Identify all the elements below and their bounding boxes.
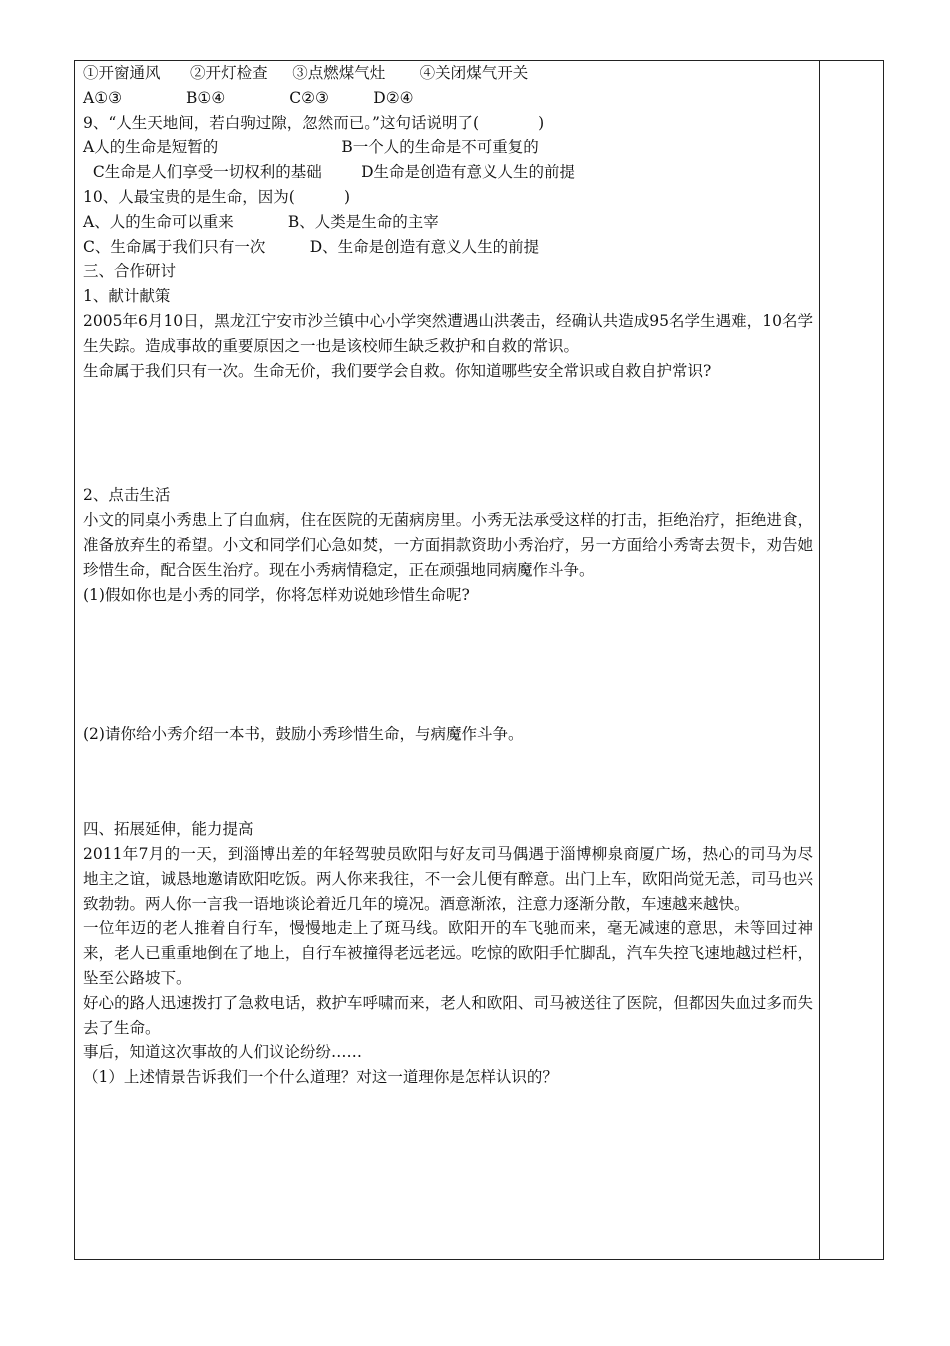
section-3-sub2-title: 2、点击生活	[83, 486, 171, 505]
section-3-sub2-question-1: (1)假如你也是小秀的同学，你将怎样劝说她珍惜生命呢?	[83, 585, 470, 604]
q10-choices-row-1: A、人的生命可以重来 B、人类是生命的主宰	[83, 212, 439, 231]
section-3-sub2-question-2: (2)请你给小秀介绍一本书，鼓励小秀珍惜生命，与病魔作斗争。	[83, 725, 524, 744]
section-3-heading: 三、合作研讨	[83, 262, 177, 281]
section-3-sub1-title: 1、献计献策	[83, 287, 171, 306]
section-4-question-1: （1）上述情景告诉我们一个什么道理？对这一道理你是怎样认识的？	[83, 1068, 558, 1087]
q10-question: 10、人最宝贵的是生命，因为( )	[83, 187, 351, 206]
q9-question: 9、“人生天地间，若白驹过隙，忽然而已。”这句话说明了( )	[83, 113, 545, 132]
section-4-paragraph-1: 2011年7月的一天，到淄博出差的年轻驾驶员欧阳与好友司马偶遇于淄博柳泉商厦广场，热心的司马为尽地主之谊，诚恳地邀请欧阳吃饭。两人你来我往，不一会儿便有醉意。出门上车，欧阳尚觉无恙，司马也兴致勃勃。两人你一言我一语地谈论着近几年的境况。酒意渐浓，注意力逐渐分散，车速越来越快。	[83, 844, 813, 913]
table-column-divider	[819, 60, 820, 1260]
section-3-sub2-paragraph: 小文的同桌小秀患上了白血病，住在医院的无菌病房里。小秀无法承受这样的打击，拒绝治疗，拒绝进食，准备放弃生的希望。小文和同学们心急如焚，一方面捐款资助小秀治疗，另一方面给小秀寄去贺卡，劝告她珍惜生命，配合医生治疗。现在小秀病情稳定，正在顽强地同病魔作斗争。	[83, 511, 813, 579]
q9-choices-row-1: A人的生命是短暂的 B一个人的生命是不可重复的	[83, 138, 539, 157]
q8-answer-choices: A①③ B①④ C②③ D②④	[83, 88, 414, 107]
answer-space	[83, 747, 813, 817]
section-4-paragraph-2: 一位年迈的老人推着自行车，慢慢地走上了斑马线。欧阳开的车飞驰而来，毫无减速的意思，未等回过神来，老人已重重地倒在了地上，自行车被撞得老远老远。吃惊的欧阳手忙脚乱，汽车失控飞速地越过栏杆，坠至公路坡下。	[83, 919, 813, 987]
worksheet-content	[83, 61, 813, 1090]
section-3-sub1-paragraph: 2005年6月10日，黑龙江宁安市沙兰镇中心小学突然遭遇山洪袭击，经确认共造成95名学生遇难，10名学生失踪。造成事故的重要原因之一也是该校师生缺乏救护和自救的常识。	[83, 311, 813, 355]
section-3-sub1-prompt: 生命属于我们只有一次。生命无价，我们要学会自救。你知道哪些安全常识或自救自护常识?	[83, 361, 712, 380]
q9-choices-row-2: C生命是人们享受一切权利的基础 D生命是创造有意义人生的前提	[83, 163, 576, 182]
section-4-paragraph-3: 好心的路人迅速拨打了急救电话，救护车呼啸而来，老人和欧阳、司马被送往了医院，但都因失血过多而失去了生命。	[83, 993, 813, 1037]
q8-options: ①开窗通风 ②开灯检查 ③点燃煤气灶 ④关闭煤气开关	[83, 64, 529, 82]
answer-space	[83, 383, 813, 483]
q10-choices-row-2: C、生命属于我们只有一次 D、生命是创造有意义人生的前提	[83, 237, 540, 256]
section-4-heading: 四、拓展延伸，能力提高	[83, 820, 254, 839]
answer-space	[83, 607, 813, 722]
section-4-paragraph-4: 事后，知道这次事故的人们议论纷纷……	[83, 1043, 363, 1062]
